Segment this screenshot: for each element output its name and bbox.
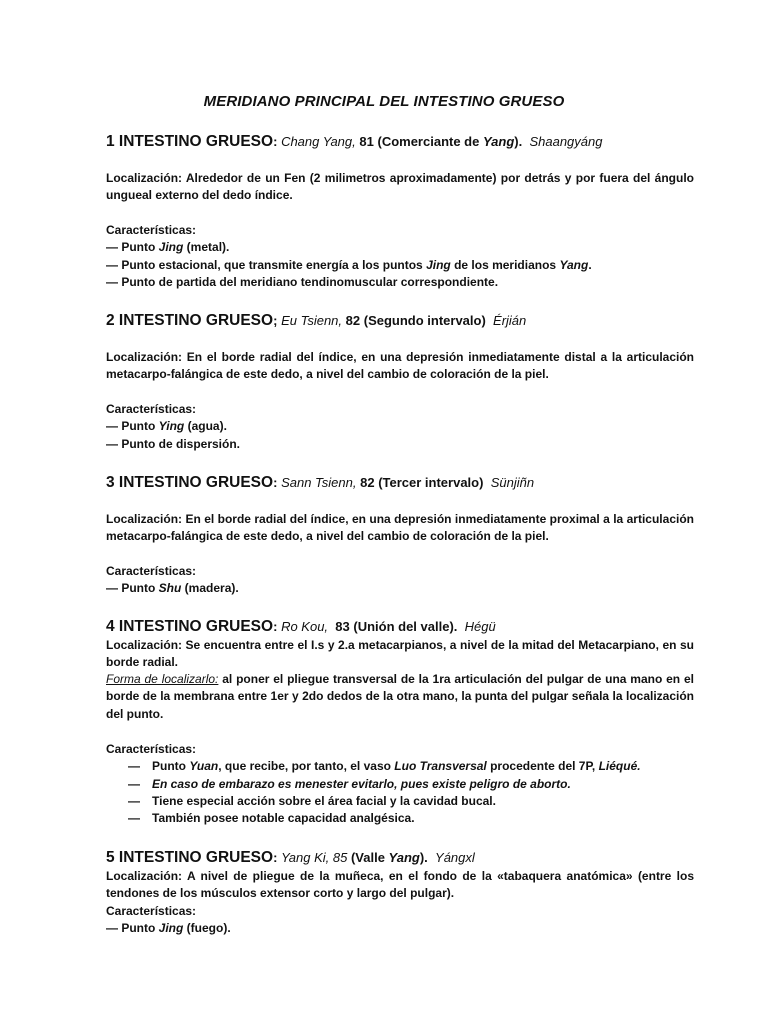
feature-item: — Punto Yuan, que recibe, por tanto, el vaso Luo Transversal procedente del 7P, Liéqué. — [128, 759, 641, 774]
location-text: Alrededor de un Fen (2 milimetros aproximadamente) por detrás y por fuera del ángulo ungueal externo del dedo índice. — [106, 171, 695, 203]
point-meaning: (Tercer intervalo) — [378, 475, 484, 490]
point-pinyin: Sünjiñn — [490, 475, 535, 490]
location-text: En el borde radial del índice, en una depresión inmediatamente proximal a la articulación metacarpo-falángica de este dedo, a nivel del cambio de coloración de la piel. — [106, 512, 694, 544]
feature-item: — En caso de embarazo es menester evitarlo, pues existe peligro de aborto. — [128, 776, 571, 791]
point-pinyin: Érjián — [493, 313, 527, 328]
section-4-locate-method — [106, 671, 694, 723]
feature-item: — También posee notable capacidad analgésica. — [128, 811, 415, 826]
features-label: Características: — [106, 564, 197, 578]
section-2-location — [106, 349, 694, 384]
section-3-heading — [106, 474, 534, 492]
features-label: Características: — [106, 223, 197, 237]
location-label: Localización: — [106, 869, 183, 883]
features-label: Características: — [106, 904, 197, 918]
point-name: Chang Yang, — [281, 134, 356, 149]
location-text: A nivel de pliegue de la muñeca, en el fondo de la «tabaquera anatómica» (entre los tendones de los músculos extensor corto y largo del pulgar). — [106, 869, 694, 901]
locate-method-text: al poner el pliegue transversal de la 1ra articulación del pulgar de una mano en el borde de la membrana entre 1er y 2do dedos de la otra mano, la punta del pulgar señala la localización del punto. — [106, 672, 694, 721]
section-heading-separator: : — [273, 134, 278, 149]
section-5-features — [106, 903, 694, 938]
location-text: En el borde radial del índice, en una depresión inmediatamente distal a la articulación metacarpo-falángica de este dedo, a nivel del cambio de coloración de la piel. — [106, 350, 694, 382]
point-name: Sann Tsienn, — [281, 475, 357, 490]
section-heading-text: 5 INTESTINO GRUESO — [106, 849, 274, 866]
point-name: Eu Tsienn, — [281, 313, 343, 328]
feature-item: — Tiene especial acción sobre el área facial y la cavidad bucal. — [128, 793, 496, 808]
feature-item: — Punto estacional, que transmite energía a los puntos Jing de los meridianos Yang. — [106, 257, 592, 272]
point-code: 82 — [345, 313, 361, 328]
features-label: Características: — [106, 402, 197, 416]
feature-item: — Punto Ying (agua). — [106, 419, 227, 434]
features-label: Características: — [106, 742, 197, 756]
point-meaning: (Unión del valle). — [353, 619, 458, 634]
point-meaning: (Segundo intervalo) — [363, 313, 486, 328]
point-meaning: (Comerciante de Yang). — [377, 134, 523, 149]
section-2-features — [106, 401, 694, 453]
section-1-features — [106, 222, 694, 291]
feature-item: — Punto Jing (metal). — [106, 240, 230, 255]
section-heading-text: 3 INTESTINO GRUESO — [106, 474, 274, 491]
locate-method-label: Forma de localizarlo: — [106, 672, 219, 686]
section-heading-separator: : — [273, 850, 278, 865]
page-title: MERIDIANO PRINCIPAL DEL INTESTINO GRUESO — [203, 93, 565, 110]
section-5-location — [106, 868, 694, 903]
point-code: 81 — [359, 134, 374, 149]
section-2-heading — [106, 312, 526, 330]
location-label: Localización: — [106, 638, 183, 652]
point-code: 82 — [360, 475, 375, 490]
point-name: Ro Kou, — [281, 619, 329, 634]
section-4-heading — [106, 618, 496, 636]
section-heading-text: 4 INTESTINO GRUESO — [106, 618, 274, 635]
point-meaning: (Valle Yang). — [350, 850, 428, 865]
location-label: Localización: — [106, 512, 183, 526]
section-5-heading — [106, 849, 475, 867]
point-pinyin: Yángxl — [435, 850, 475, 865]
location-text: Se encuentra entre el I.s y 2.a metacarpianos, a nivel de la mitad del Metacarpiano, en su borde radial. — [106, 638, 695, 670]
section-heading-separator: : — [273, 619, 278, 634]
feature-item: — Punto de partida del meridiano tendinomuscular correspondiente. — [106, 274, 499, 289]
section-heading-separator: : — [273, 475, 278, 490]
features-list — [106, 758, 694, 827]
section-3-location — [106, 511, 694, 546]
section-4-location — [106, 637, 694, 672]
section-1-heading — [106, 133, 602, 151]
point-pinyin: Shaangyáng — [529, 134, 603, 149]
section-4-features — [106, 741, 694, 827]
section-heading-separator: ; — [273, 313, 278, 328]
point-pinyin: Hégü — [464, 619, 496, 634]
section-1-location — [106, 170, 694, 205]
feature-item: — Punto Shu (madera). — [106, 581, 239, 596]
section-heading-text: 2 INTESTINO GRUESO — [106, 312, 274, 329]
section-3-features — [106, 563, 694, 598]
point-name: Yang Ki, 85 — [281, 850, 348, 865]
location-label: Localización: — [106, 171, 183, 185]
feature-item: — Punto de dispersión. — [106, 436, 241, 451]
point-code: 83 — [335, 619, 350, 634]
location-label: Localización: — [106, 350, 183, 364]
feature-item: — Punto Jing (fuego). — [106, 921, 231, 936]
section-heading-text: 1 INTESTINO GRUESO — [106, 133, 274, 150]
